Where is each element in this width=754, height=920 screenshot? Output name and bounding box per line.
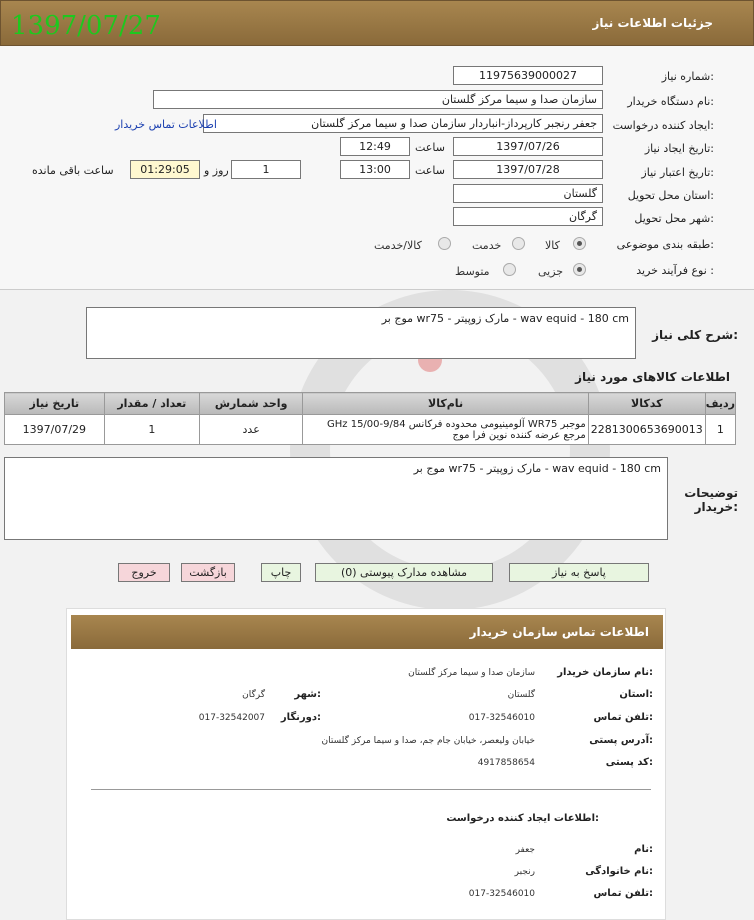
contact-title: اطلاعات تماس سازمان خریدار [469, 625, 649, 639]
contact-postal-label: کد پستی: [605, 757, 653, 768]
contact-divider [91, 789, 651, 790]
col-date: تاریخ نیاز [5, 393, 105, 415]
cell-date: 1397/07/29 [5, 415, 105, 445]
city-field: گرگان [453, 207, 603, 226]
contact-org: سازمان صدا و سیما مرکز گلستان [408, 668, 535, 678]
contact-city-label: شهر: [294, 689, 321, 700]
exit-button[interactable]: خروج [118, 563, 170, 582]
category-label: طبقه بندی موضوعی: [616, 238, 714, 251]
created-date-label: تاریخ ایجاد نیاز: [644, 142, 714, 155]
buyer-notes-box: موج بر wr75 - مارک زوپیتر - wav equid - 180 cm [4, 457, 668, 540]
category-option-goods: کالا [545, 239, 560, 252]
buyer-notes-label: توضیحات خریدار: [684, 486, 738, 514]
created-time-field: 12:49 [340, 137, 410, 156]
creator-last-name-label: نام خانوادگی: [585, 866, 653, 877]
created-time-label: ساعت [415, 141, 445, 154]
contact-province-label: استان: [619, 689, 653, 700]
items-section-title: اطلاعات کالاهای مورد نیاز [575, 370, 730, 384]
category-option-service: خدمت [472, 239, 502, 252]
cell-row: 1 [705, 415, 735, 445]
category-radio-both[interactable] [438, 237, 451, 250]
purchase-radio-medium[interactable] [503, 263, 516, 276]
creator-phone-label: تلفن تماس: [593, 888, 653, 899]
validity-date-field: 1397/07/28 [453, 160, 603, 179]
contact-phone-label: تلفن تماس: [593, 712, 653, 723]
items-table [4, 392, 736, 445]
col-unit: واحد شمارش [199, 393, 302, 415]
city-label: شهر محل تحویل: [634, 212, 714, 225]
col-name: نام‌کالا [303, 393, 588, 415]
print-button[interactable]: چاپ [261, 563, 301, 582]
contact-city: گرگان [242, 690, 265, 700]
col-qty: تعداد / مقدار [104, 393, 199, 415]
buyer-contact-link[interactable]: اطلاعات تماس خریدار [115, 118, 217, 131]
cell-name: موجبر WR75 آلومینیومی محدوده فرکانس 9/84-15/00 GHz مرجع عرضه کننده نوین فرا موج [303, 415, 588, 445]
creator-title: اطلاعات ایجاد کننده درخواست: [446, 813, 599, 824]
requester-field: جعفر رنجبر کارپرداز-انباردار سازمان صدا و سیما مرکز گلستان [203, 114, 603, 133]
days-label: روز و [204, 164, 229, 177]
contact-postal: 4917858654 [477, 758, 535, 768]
created-date-field: 1397/07/26 [453, 137, 603, 156]
contact-panel [66, 608, 666, 920]
purchase-option-medium: متوسط [455, 265, 490, 278]
contact-fax: 017-32542007 [198, 713, 265, 723]
contact-address-label: آدرس پستی: [589, 735, 653, 746]
need-number-label: شماره نیاز: [661, 70, 714, 83]
description-label: شرح کلی نیاز: [652, 328, 738, 342]
reply-button[interactable]: پاسخ به نیاز [509, 563, 649, 582]
creator-last-name: رنجبر [514, 867, 535, 877]
cell-qty: 1 [104, 415, 199, 445]
category-option-both: کالا/خدمت [374, 239, 422, 252]
requester-label: ایجاد کننده درخواست: [612, 119, 714, 132]
creator-first-name-label: نام: [634, 844, 653, 855]
purchase-option-minor: جزیی [538, 265, 564, 278]
contact-province: گلستان [507, 690, 535, 700]
contact-org-label: نام سازمان خریدار: [557, 667, 653, 678]
col-code: کدکالا [588, 393, 705, 415]
days-field: 1 [231, 160, 301, 179]
province-label: استان محل تحویل: [627, 189, 714, 202]
table-row [5, 415, 736, 445]
cell-unit: عدد [199, 415, 302, 445]
need-number-field: 11975639000027 [453, 66, 603, 85]
buyer-org-label: نام دستگاه خریدار: [627, 95, 714, 108]
validity-label: تاریخ اعتبار نیاز: [641, 166, 714, 179]
category-radio-goods[interactable] [573, 237, 586, 250]
remaining-label: ساعت باقی مانده [32, 164, 114, 177]
description-box: موج بر wr75 - مارک زوپیتر - wav equid - 180 cm [86, 307, 636, 359]
category-radio-service[interactable] [512, 237, 525, 250]
page-title: جزئیات اطلاعات نیاز [592, 16, 713, 30]
attachments-button[interactable]: مشاهده مدارک پیوستی (0) [315, 563, 493, 582]
purchase-radio-minor[interactable] [573, 263, 586, 276]
header-bar [0, 0, 754, 46]
buyer-org-field: سازمان صدا و سیما مرکز گلستان [153, 90, 603, 109]
date-stamp: 1397/07/27 [11, 11, 161, 41]
remaining-time-field: 01:29:05 [130, 160, 200, 179]
contact-address: خیابان ولیعصر، خیابان جام جم، صدا و سیما مرکز گلستان [321, 736, 535, 746]
contact-fax-label: دورنگار: [280, 712, 321, 723]
contact-phone: 017-32546010 [468, 713, 535, 723]
cell-code: 2281300653690013 [588, 415, 705, 445]
validity-time-label: ساعت [415, 164, 445, 177]
province-field: گلستان [453, 184, 603, 203]
items-table-header [5, 393, 736, 415]
back-button[interactable]: بازگشت [181, 563, 235, 582]
creator-first-name: جعفر [515, 845, 535, 855]
validity-time-field: 13:00 [340, 160, 410, 179]
creator-phone: 017-32546010 [468, 889, 535, 899]
contact-header [71, 615, 663, 649]
purchase-type-label: نوع فرآیند خرید : [636, 264, 714, 277]
col-row: ردیف [705, 393, 735, 415]
